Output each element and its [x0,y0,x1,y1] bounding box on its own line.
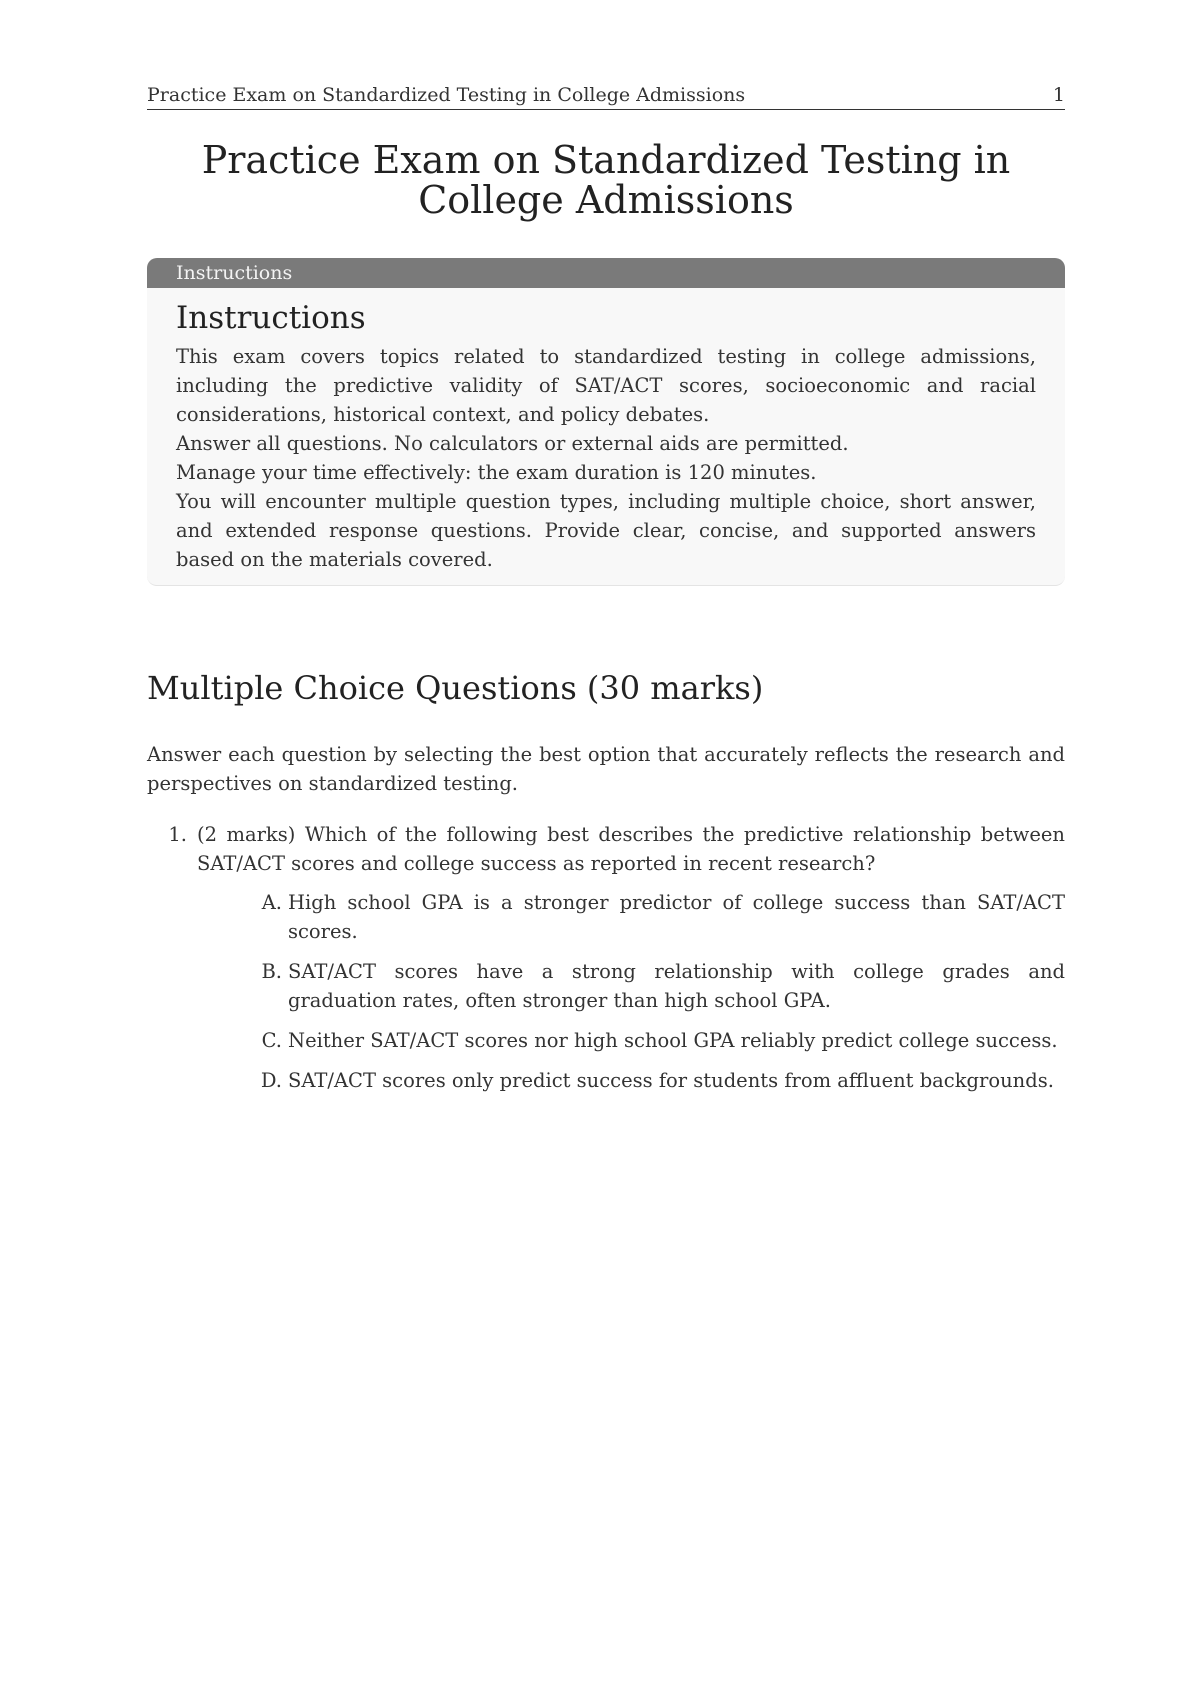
instructions-heading: Instructions [176,300,366,336]
section-intro: Answer each question by selecting the best option that accurately reflects the research and perspectives on standardized testing. [147,743,1065,795]
instructions-paragraph: Manage your time effectively: the exam duration is 120 minutes. [176,461,817,484]
question-text: (2 marks) Which of the following best describes the predictive relationship between SAT/ACT scores and college success as reported in recent research? [197,823,1065,875]
option-text: SAT/ACT scores only predict success for students from affluent backgrounds. [288,1069,1054,1092]
question-number: 1. [168,823,187,846]
instructions-paragraph: This exam covers topics related to standardized testing in college admissions, including the predictive validity of SAT/ACT scores, socioeconomic and racial considerations, historical context, and policy debates. [176,345,1036,426]
instructions-box-bar: Instructions [147,258,1065,288]
answer-option-c [250,1026,1065,1055]
option-text: Neither SAT/ACT scores nor high school GPA reliably predict college success. [288,1029,1058,1052]
answer-option-d [250,1066,1065,1095]
instructions-paragraph: Answer all questions. No calculators or external aids are permitted. [176,432,849,455]
running-header [147,84,1065,110]
page-number: 1 [1052,84,1065,106]
section-heading: Multiple Choice Questions (30 marks) [147,669,764,707]
option-text: High school GPA is a stronger predictor of college success than SAT/ACT scores. [288,891,1065,943]
question-1 [147,820,1065,1106]
answer-options [147,888,1065,1095]
answer-option-a [250,888,1065,946]
option-letter: B. [261,960,282,983]
question-stem [147,820,1065,878]
answer-option-b [250,957,1065,1015]
instructions-box [147,258,1065,586]
option-letter: C. [261,1029,282,1052]
running-title: Practice Exam on Standardized Testing in College Admissions [147,84,746,106]
option-letter: A. [261,891,282,914]
option-text: SAT/ACT scores have a strong relationship with college grades and graduation rates, often stronger than high school GPA. [288,960,1065,1012]
document-title [147,140,1065,220]
document-title-line-2: College Admissions [418,178,794,222]
instructions-box-content [147,288,1065,574]
option-letter: D. [260,1069,282,1092]
instructions-paragraph: You will encounter multiple question types, including multiple choice, short answer, and extended response questions. Provide clear, concise, and supported answers based on the materials covered. [176,490,1036,571]
document-title-line-1: Practice Exam on Standardized Testing in [201,138,1011,182]
